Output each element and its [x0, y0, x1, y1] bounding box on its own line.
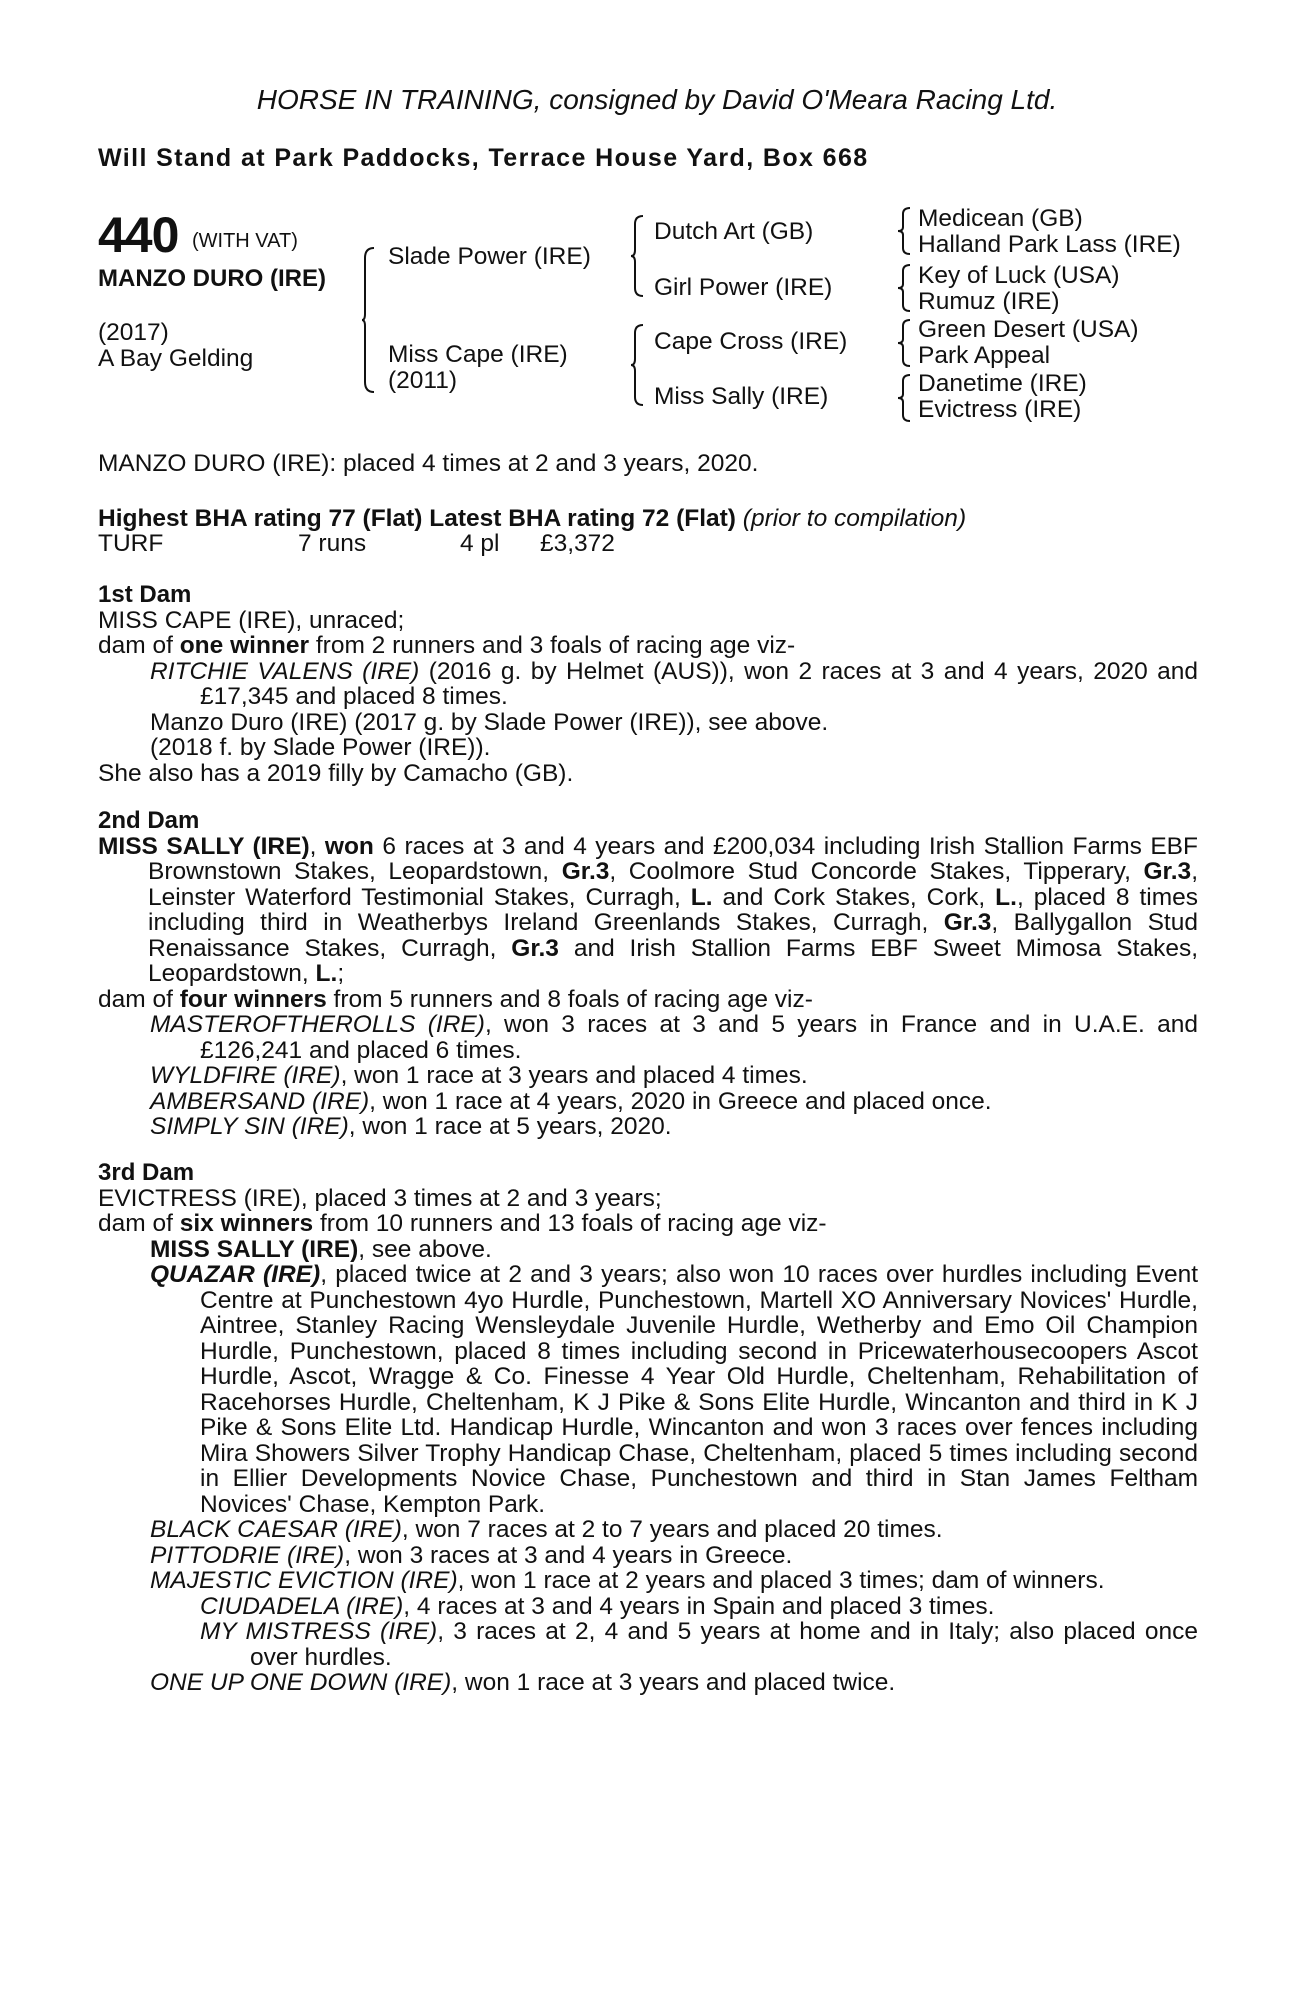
rating-note: (prior to compilation) [742, 505, 967, 532]
lot-number: 440 [98, 207, 179, 263]
third-dam-produce: dam of six winners from 10 runners and 13 foals of racing age viz- [98, 1210, 827, 1237]
placed: 4 pl [460, 530, 500, 557]
dam-sire: Cape Cross (IRE) [654, 328, 848, 355]
progeny-wyldfire: WYLDFIRE (IRE), won 1 race at 3 years and placed 4 times. [150, 1062, 808, 1089]
rating-text: Highest BHA rating 77 (Flat) Latest BHA rating 72 (Flat) [98, 505, 736, 532]
progeny-miss-sally: MISS SALLY (IRE), see above. [150, 1235, 492, 1263]
sire-dam-bracket [362, 246, 376, 394]
gen3-park-appeal: Park Appeal [918, 342, 1051, 369]
progeny-ritchie-valens: RITCHIE VALENS (IRE) (2016 g. by Helmet (AUS)), won 2 races at 3 and 4 years, 2020 and £17,345 and placed 8 times. [150, 657, 1198, 710]
gen3-green-desert: Green Desert (USA) [918, 316, 1139, 343]
third-dam-heading: 3rd Dam [98, 1159, 195, 1186]
vat-note: (WITH VAT) [192, 230, 298, 252]
progeny-quazar: QUAZAR (IRE), placed twice at 2 and 3 years; also won 10 races over hurdles including Event Centre at Punchestown 4yo Hurdle, Punchestown, Martell XO Anniversary Novices' Hurdle, Aintree, Stanley Racing Wensleydale Juvenile Hurdle, Wetherby and Emo Oil Champion Hurdle, Punchestown, placed 8 times including second in Pricewaterhousecoopers Ascot Hurdle, Ascot, Wragge & Co. Finesse 4 Year Old Hurdle, Cheltenham, Rehabilitation of Racehorses Hurdle, Cheltenham, K J Pike & Sons Elite Hurdle, Wincanton and third in K J Pike & Sons Elite Ltd. Handicap Hurdle, Wincanton and won 3 races over fences including Mira Showers Silver Trophy Handicap Chase, Cheltenham, placed 5 times including second in Ellier Developments Novice Chase, Punchestown and third in Stan James Feltham Novices' Chase, Kempton Park. [150, 1261, 1198, 1518]
progeny-black-caesar: BLACK CAESAR (IRE), won 7 races at 2 to 7 years and placed 20 times. [150, 1516, 943, 1543]
surface: TURF [98, 530, 164, 557]
foaling-year: (2017) [98, 319, 169, 346]
sire-sire: Dutch Art (GB) [654, 218, 814, 245]
progeny-majestic-eviction: MAJESTIC EVICTION (IRE), won 1 race at 2 years and placed 3 times; dam of winners. [150, 1567, 1105, 1594]
grandprogeny-ciudadela: CIUDADELA (IRE), 4 races at 3 and 4 years in Spain and placed 3 times. [200, 1592, 995, 1620]
dam-name: Miss Cape (IRE) [388, 341, 568, 368]
earnings: £3,372 [540, 530, 615, 557]
catalogue-heading: HORSE IN TRAINING, consigned by David O'Meara Racing Ltd. [256, 84, 1058, 115]
progeny-pittodrie: PITTODRIE (IRE), won 3 races at 3 and 4 years in Greece. [150, 1541, 793, 1569]
progeny-one-up-one-down: ONE UP ONE DOWN (IRE), won 1 race at 3 years and placed twice. [150, 1669, 896, 1696]
gen3-bracket-3 [898, 318, 912, 368]
gen3-halland-park-lass: Halland Park Lass (IRE) [918, 231, 1181, 258]
gen3-bracket-4 [898, 373, 912, 423]
gen3-bracket-1 [898, 206, 912, 256]
stand-location: Will Stand at Park Paddocks, Terrace House Yard, Box 668 [98, 144, 869, 172]
second-dam-heading: 2nd Dam [98, 807, 200, 834]
turf-record [98, 531, 615, 557]
third-dam-line: EVICTRESS (IRE), placed 3 times at 2 and 3 years; [98, 1184, 662, 1212]
first-dam-produce: dam of one winner from 2 runners and 3 foals of racing age viz- [98, 632, 796, 659]
second-dam-section [98, 808, 1198, 1140]
sire-dam: Girl Power (IRE) [654, 274, 833, 301]
first-dam-line: MISS CAPE (IRE), unraced; [98, 606, 405, 634]
progeny-2019-filly: She also has a 2019 filly by Camacho (GB). [98, 759, 574, 787]
third-dam-section [98, 1160, 1198, 1696]
first-dam-section [98, 582, 1198, 786]
gen3-danetime: Danetime (IRE) [918, 370, 1087, 397]
second-dam-produce: dam of four winners from 5 runners and 8 foals of racing age viz- [98, 985, 813, 1013]
gen3-medicean: Medicean (GB) [918, 205, 1083, 232]
bha-ratings [98, 506, 966, 532]
gen3-evictress: Evictress (IRE) [918, 396, 1082, 423]
dam-year: (2011) [388, 367, 458, 394]
horse-name: MANZO DURO (IRE) [98, 265, 326, 292]
dam-parents-bracket [631, 323, 645, 407]
dam-dam: Miss Sally (IRE) [654, 383, 829, 410]
gen3-bracket-2 [898, 263, 912, 313]
sire-name: Slade Power (IRE) [388, 243, 591, 270]
progeny-ambersand: AMBERSAND (IRE), won 1 race at 4 years, 2020 in Greece and placed once. [150, 1087, 992, 1115]
first-dam-heading: 1st Dam [98, 581, 192, 608]
grandprogeny-my-mistress: MY MISTRESS (IRE), 3 races at 2, 4 and 5 years at home and in Italy; also placed once over hurdles. [200, 1618, 1198, 1671]
progeny-manzo-duro: Manzo Duro (IRE) (2017 g. by Slade Power (IRE)), see above. [150, 708, 829, 736]
progeny-2018-filly: (2018 f. by Slade Power (IRE)). [150, 734, 491, 761]
progeny-masteroftherolls: MASTEROFTHEROLLS (IRE), won 3 races at 3 and 5 years in France and in U.A.E. and £126,241 and placed 6 times. [150, 1011, 1198, 1064]
second-dam-record: MISS SALLY (IRE), won 6 races at 3 and 4 years and £200,034 including Irish Stallion Farms EBF Brownstown Stakes, Leopardstown, Gr.3, Coolmore Stud Concorde Stakes, Tipperary, Gr.3, Leinster Waterford Testimonial Stakes, Curragh, L. and Cork Stakes, Cork, L., placed 8 times including third in Weatherbys Ireland Greenlands Stakes, Curragh, Gr.3, Ballygallon Stud Renaissance Stakes, Curragh, Gr.3 and Irish Stallion Farms EBF Sweet Mimosa Stakes, Leopardstown, L.; [98, 832, 1198, 987]
gen3-rumuz: Rumuz (IRE) [918, 288, 1060, 315]
race-summary: MANZO DURO (IRE): placed 4 times at 2 and 3 years, 2020. [98, 450, 759, 477]
gen3-key-of-luck: Key of Luck (USA) [918, 262, 1120, 289]
horse-description: A Bay Gelding [98, 345, 254, 372]
progeny-simply-sin: SIMPLY SIN (IRE), won 1 race at 5 years, 2020. [150, 1113, 672, 1140]
sire-parents-bracket [631, 214, 645, 298]
runs: 7 runs [298, 530, 367, 557]
